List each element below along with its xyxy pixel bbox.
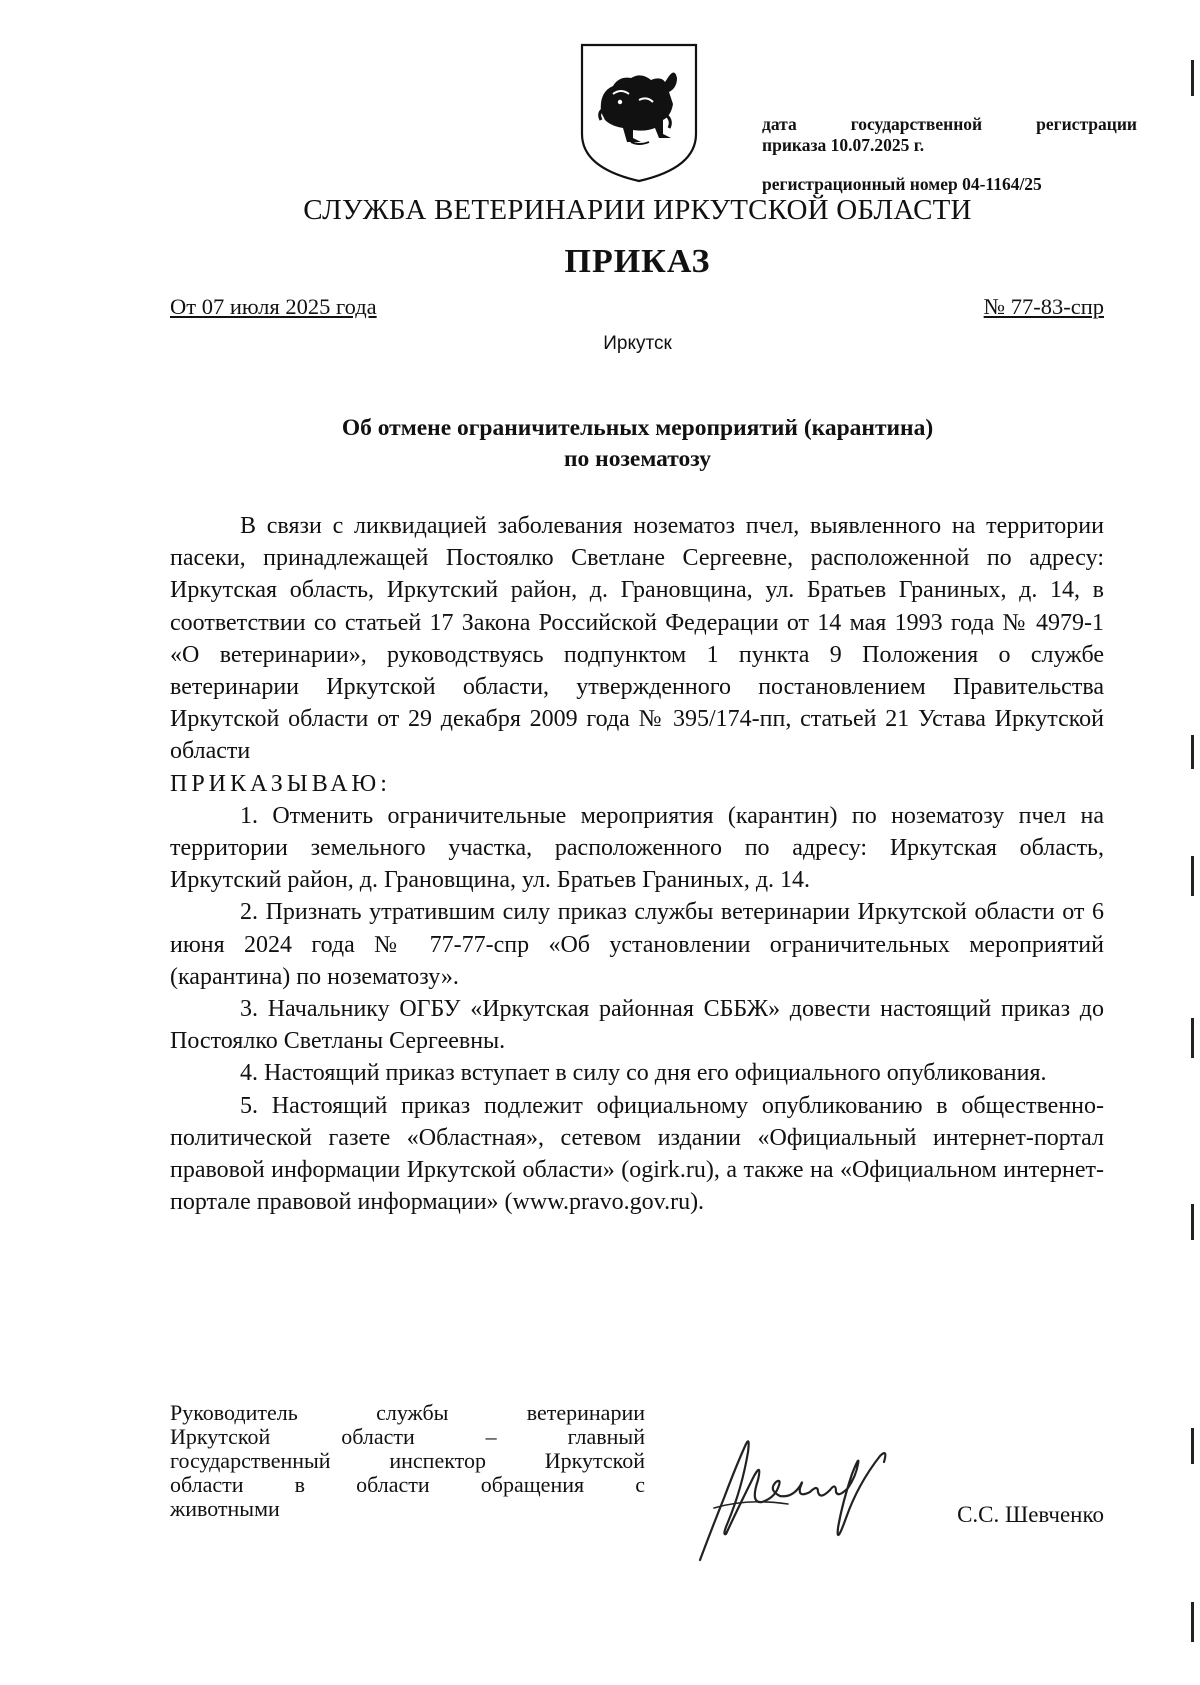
order-number: № 77-83-спр	[983, 294, 1104, 319]
signatory-position	[170, 1401, 645, 1521]
scan-artifact	[1191, 1602, 1194, 1642]
position-line: области в области обращения с	[170, 1472, 645, 1497]
registration-date-label: дата государственной регистрации	[762, 114, 1137, 134]
document-type-heading: ПРИКАЗ	[564, 243, 711, 280]
organization-name: СЛУЖБА ВЕТЕРИНАРИИ ИРКУТСКОЙ ОБЛАСТИ	[303, 194, 972, 226]
position-line: Руководитель службы ветеринарии	[170, 1400, 645, 1425]
order-item: 3. Начальнику ОГБУ «Иркутская районная СББЖ» довести настоящий приказ до Постоялко Светланы Сергеевны.	[170, 996, 1104, 1055]
scan-artifact	[1191, 1428, 1194, 1464]
scan-artifact	[1191, 856, 1194, 896]
subject-line: Об отмене ограничительных мероприятий (карантина)	[341, 415, 934, 441]
order-item: 1. Отменить ограничительные мероприятия (карантин) по нозематозу пчел на территории земельного участка, расположенного по адресу: Иркутская область, Иркутский район, д. Грановщина, ул. Братьев Граниных, д. 14.	[170, 802, 1104, 894]
order-subject	[0, 413, 1200, 475]
city-label: Иркутск	[603, 333, 672, 354]
scan-artifact	[1191, 1204, 1194, 1240]
scan-artifact	[1191, 735, 1194, 769]
order-body	[170, 510, 1104, 1218]
scan-artifact	[1191, 1018, 1194, 1058]
preamble-paragraph: В связи с ликвидацией заболевания нозематоз пчел, выявленного на территории пасеки, принадлежащей Постоялко Светлане Сергеевне, расположенной по адресу: Иркутская область, Иркутский район, д. Грановщина, ул. Братьев Граниных, д. 14, в соответствии со статьей 17 Закона Российской Федерации от 14 мая 1993 года № 4979-1 «О ветеринарии», руководствуясь подпунктом 1 пункта 9 Положения о службе ветеринарии Иркутской области, утвержденного постановлением Правительства Иркутской области от 29 декабря 2009 года № 395/174-пп, статьей 21 Устава Иркутской области	[170, 513, 1104, 765]
signer-name: С.С. Шевченко	[957, 1502, 1104, 1527]
position-line: государственный инспектор Иркутской	[170, 1448, 645, 1473]
order-item: 5. Настоящий приказ подлежит официальному опубликованию в общественно-политической газете «Областная», сетевом издании «Официальный интернет-портал правовой информации Иркутской области» (ogirk.ru), а также на «Официальном интернет-портале правовой информации» (www.pravo.gov.ru).	[170, 1092, 1104, 1216]
subject-line: по нозематозу	[563, 446, 711, 472]
scan-artifact	[1191, 60, 1194, 96]
order-word: ПРИКАЗЫВАЮ:	[170, 770, 391, 797]
registration-stamp	[762, 114, 1137, 195]
handwritten-signature-icon	[688, 1418, 918, 1568]
coat-of-arms-icon	[579, 42, 699, 184]
registration-number: регистрационный номер 04-1164/25	[762, 174, 1042, 194]
order-date: От 07 июля 2025 года	[170, 294, 377, 319]
position-line: животными	[170, 1496, 280, 1521]
registration-date: приказа 10.07.2025 г.	[762, 135, 925, 155]
order-item: 2. Признать утратившим силу приказ службы ветеринарии Иркутской области от 6 июня 2024 года № 77-77-спр «Об установлении ограничительных мероприятий (карантина) по нозематозу».	[170, 899, 1104, 990]
position-line: Иркутской области – главный	[170, 1424, 645, 1449]
order-item: 4. Настоящий приказ вступает в силу со дня его официального опубликования.	[240, 1060, 1047, 1087]
